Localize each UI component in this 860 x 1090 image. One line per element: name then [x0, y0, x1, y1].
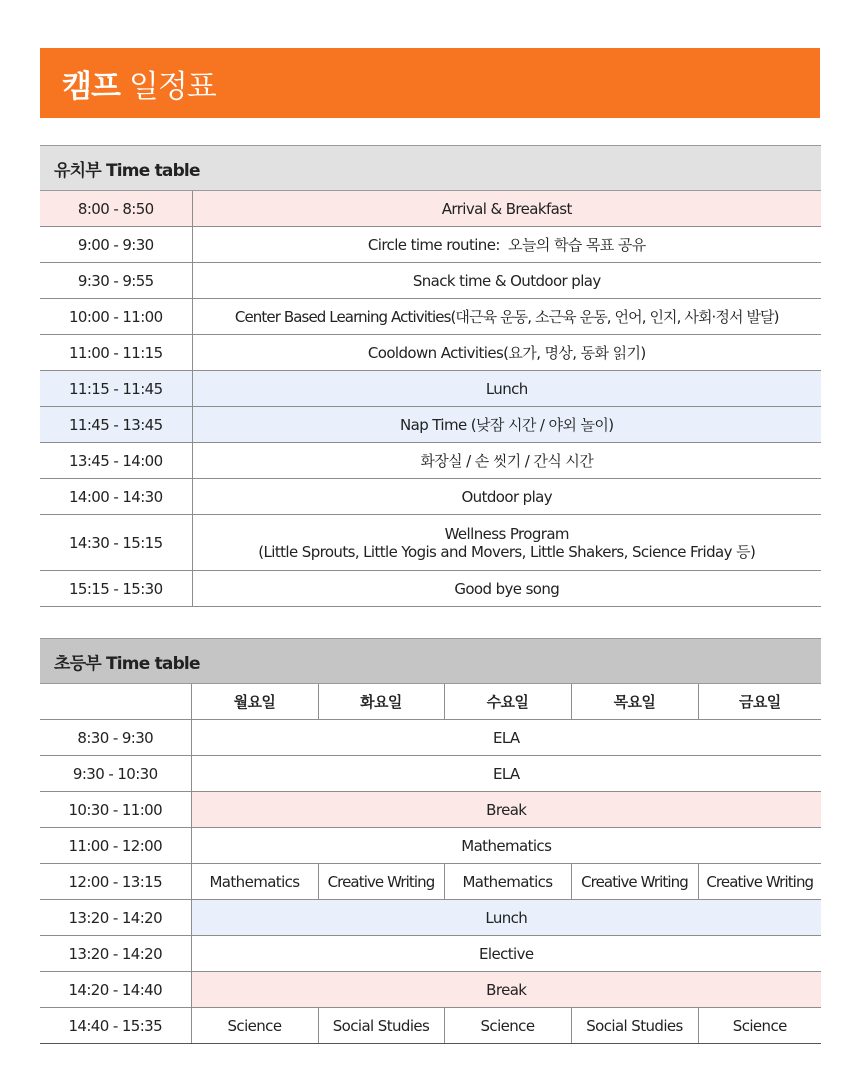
schedule-time: 11:15 - 11:45 — [40, 371, 192, 407]
activity-line-1: Wellness Program — [444, 524, 569, 543]
schedule-subject: Creative Writing — [571, 864, 698, 900]
schedule-activity — [192, 515, 821, 571]
schedule-subject: ELA — [191, 720, 821, 756]
kindergarten-timetable — [40, 145, 821, 607]
schedule-time: 13:20 - 14:20 — [40, 900, 191, 936]
schedule-time: 9:30 - 10:30 — [40, 756, 191, 792]
schedule-subject: Elective — [191, 936, 821, 972]
schedule-time: 9:00 - 9:30 — [40, 227, 192, 263]
schedule-time: 8:30 - 9:30 — [40, 720, 191, 756]
schedule-subject: Mathematics — [191, 828, 821, 864]
schedule-activity: Circle time routine: 오늘의 학습 목표 공유 — [192, 227, 821, 263]
schedule-subject: ELA — [191, 756, 821, 792]
schedule-time: 14:30 - 15:15 — [40, 515, 192, 571]
schedule-subject: Creative Writing — [698, 864, 821, 900]
schedule-time: 8:00 - 8:50 — [40, 191, 192, 227]
schedule-time: 10:00 - 11:00 — [40, 299, 192, 335]
schedule-subject: Creative Writing — [318, 864, 444, 900]
elementary-title: 초등부 Time table — [40, 639, 821, 684]
day-header: 금요일 — [698, 684, 821, 720]
schedule-subject: Science — [444, 1008, 571, 1044]
schedule-time: 15:15 - 15:30 — [40, 571, 192, 607]
schedule-time: 9:30 - 9:55 — [40, 263, 192, 299]
schedule-time: 13:45 - 14:00 — [40, 443, 192, 479]
schedule-activity: Lunch — [192, 371, 821, 407]
schedule-activity: Arrival & Breakfast — [192, 191, 821, 227]
schedule-subject: Break — [191, 972, 821, 1008]
day-header: 수요일 — [444, 684, 571, 720]
schedule-time: 11:00 - 12:00 — [40, 828, 191, 864]
schedule-activity: 화장실 / 손 씻기 / 간식 시간 — [192, 443, 821, 479]
schedule-subject: Science — [698, 1008, 821, 1044]
day-header-empty — [40, 684, 191, 720]
schedule-activity: Good bye song — [192, 571, 821, 607]
schedule-time: 11:45 - 13:45 — [40, 407, 192, 443]
schedule-time: 12:00 - 13:15 — [40, 864, 191, 900]
kindergarten-title: 유치부 Time table — [40, 146, 821, 191]
banner-title-bold: 캠프 — [62, 68, 120, 105]
schedule-time: 13:20 - 14:20 — [40, 936, 191, 972]
schedule-subject: Science — [191, 1008, 318, 1044]
schedule-time: 11:00 - 11:15 — [40, 335, 192, 371]
schedule-activity: Nap Time (낮잠 시간 / 야외 놀이) — [192, 407, 821, 443]
schedule-subject: Social Studies — [318, 1008, 444, 1044]
schedule-subject: Mathematics — [191, 864, 318, 900]
elementary-timetable — [40, 638, 821, 1044]
schedule-time: 14:40 - 15:35 — [40, 1008, 191, 1044]
day-header: 목요일 — [571, 684, 698, 720]
schedule-activity: Cooldown Activities(요가, 명상, 동화 읽기) — [192, 335, 821, 371]
schedule-subject: Lunch — [191, 900, 821, 936]
schedule-time: 10:30 - 11:00 — [40, 792, 191, 828]
schedule-subject: Mathematics — [444, 864, 571, 900]
schedule-time: 14:20 - 14:40 — [40, 972, 191, 1008]
schedule-activity: Outdoor play — [192, 479, 821, 515]
schedule-time: 14:00 - 14:30 — [40, 479, 192, 515]
schedule-activity: Snack time & Outdoor play — [192, 263, 821, 299]
activity-line-2: (Little Sprouts, Little Yogis and Movers, Little Shakers, Science Friday 등) — [258, 542, 756, 561]
day-header: 월요일 — [191, 684, 318, 720]
page-banner — [40, 48, 820, 118]
banner-title-light: 일정표 — [128, 68, 216, 105]
schedule-activity: Center Based Learning Activities(대근육 운동, 소근육 운동, 언어, 인지, 사회·정서 발달) — [192, 299, 821, 335]
schedule-subject: Break — [191, 792, 821, 828]
day-header: 화요일 — [318, 684, 444, 720]
schedule-subject: Social Studies — [571, 1008, 698, 1044]
